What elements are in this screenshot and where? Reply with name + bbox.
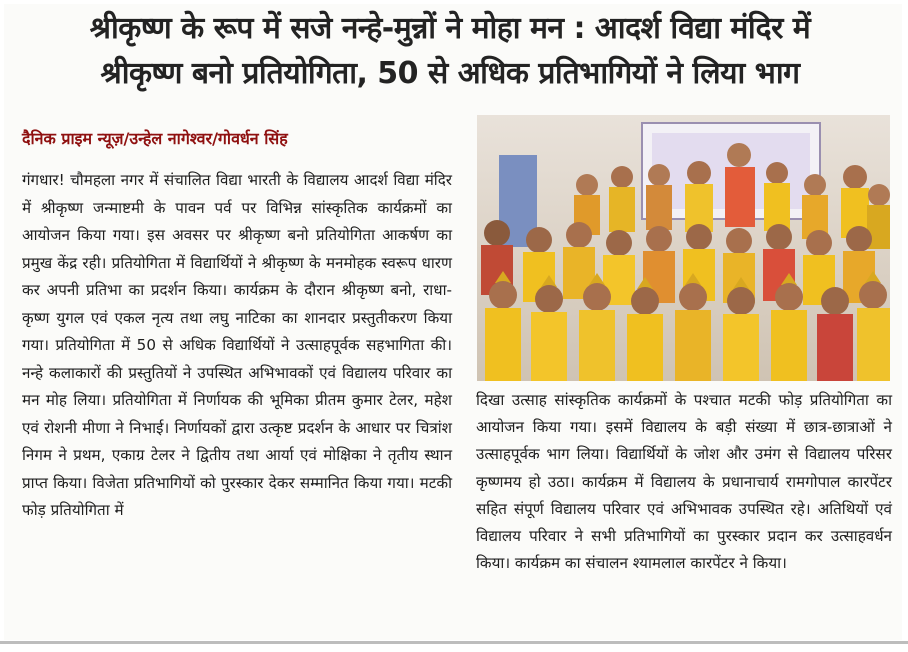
headline-line-2: श्रीकृष्ण बनो प्रतियोगिता, 50 से अधिक प्रतिभागियों ने लिया भाग bbox=[100, 56, 800, 91]
headline-line-1: श्रीकृष्ण के रूप में सजे नन्हे-मुन्नों ने मोहा मन : आदर्श विद्या मंदिर में bbox=[89, 11, 811, 46]
article-body-left-column: गंगधार! चौमहला नगर में संचालित विद्या भारती के विद्यालय आदर्श विद्या मंदिर में श्रीकृष्ण जन्माष्टमी के पावन पर्व पर विभिन्न सांस्कृतिक कार्यक्रमों का आयोजन किया गया। इस अवसर पर श्रीकृष्ण बनो प्रतियोगिता आकर्षण का प्रमुख केंद्र रही। प्रतियोगिता में विद्यार्थियों ने श्रीकृष्ण के मनमोहक स्वरूप धारण कर अपनी प्रतिभा का प्रदर्शन किया। कार्यक्रम के दौरान श्रीकृष्ण बनो, राधा-कृष्ण युगल एवं एकल नृत्य तथा लघु नाटिका का शानदार प्रस्तुतीकरण किया गया। प्रतियोगिता में 50 से अधिक विद्यार्थियों ने उत्साहपूर्वक सहभागिता की। नन्हे कलाकारों की प्रस्तुतियों ने उपस्थित अभिभावकों एवं विद्यालय परिवार का मन मोह लिया। प्रतियोगिता में निर्णायक की भूमिका प्रीतम कुमार टेलर, महेश एवं रोशनी मीणा ने निभाई। निर्णायकों द्वारा उत्कृष्ट प्रदर्शन के आधार पर चित्रांश निगम ने प्रथम, एकाग्र टेलर ने द्वितीय तथा आर्या एवं मोक्षिका ने तृतीय स्थान प्राप्त किया। विजेता प्रतिभागियों को पुरस्कार देकर सम्मानित किया गया। मटकी फोड़ प्रतियोगिता में bbox=[22, 171, 452, 519]
children-in-krishna-costumes-image bbox=[477, 115, 890, 381]
headline bbox=[10, 6, 890, 96]
event-photo bbox=[477, 115, 890, 381]
byline: दैनिक प्राइम न्यूज़/उन्हेल नागेश्वर/गोवर्धन सिंह bbox=[22, 129, 288, 148]
bottom-border bbox=[0, 641, 908, 644]
article-body-right-column: दिखा उत्साह सांस्कृतिक कार्यक्रमों के पश्चात मटकी फोड़ प्रतियोगिता का आयोजन किया गया। इसमें विद्यालय के बड़ी संख्या में छात्र-छात्राओं ने उत्साहपूर्वक भाग लिया। विद्यार्थियों के जोश और उमंग से विद्यालय परिसर कृष्णमय हो उठा। कार्यक्रम में विद्यालय के प्रधानाचार्य रामगोपाल कारपेंटर सहित संपूर्ण विद्यालय परिवार एवं अभिभावक उपस्थित रहे। अतिथियों एवं विद्यालय परिवार ने सभी प्रतिभागियों का पुरस्कार प्रदान कर उत्साहवर्धन किया। कार्यक्रम का संचालन श्यामलाल कारपेंटर ने किया। bbox=[476, 391, 892, 573]
